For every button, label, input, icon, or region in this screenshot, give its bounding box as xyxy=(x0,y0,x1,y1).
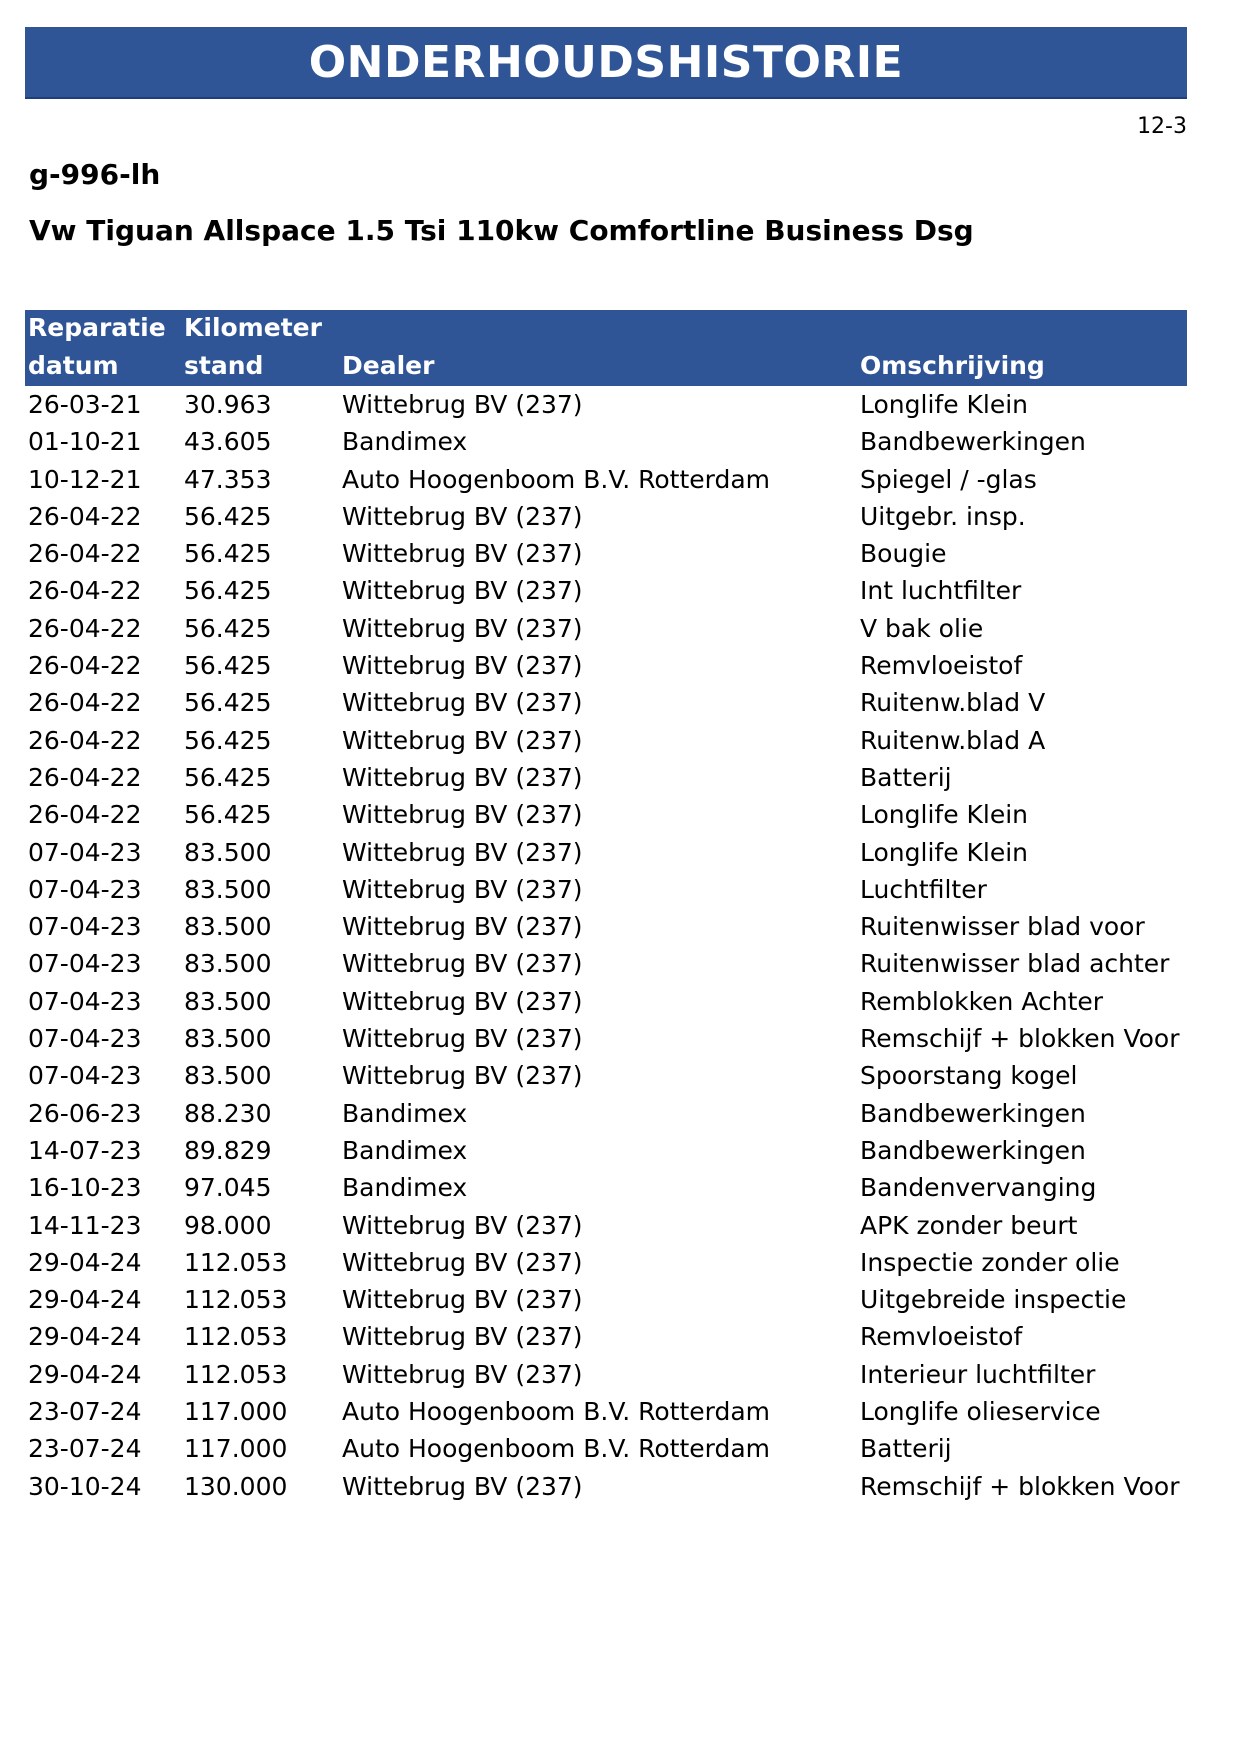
cell-description: V bak olie xyxy=(860,613,984,643)
cell-dealer: Bandimex xyxy=(342,1173,468,1203)
maintenance-table xyxy=(25,310,1187,1505)
column-header-repair-date: Reparatie datum xyxy=(28,313,166,380)
cell-repair-date: 26-04-22 xyxy=(28,725,142,755)
cell-mileage: 130.000 xyxy=(184,1471,288,1501)
cell-repair-date: 23-07-24 xyxy=(28,1434,142,1464)
cell-repair-date: 14-11-23 xyxy=(28,1210,142,1240)
table-row xyxy=(25,1393,1187,1430)
table-row xyxy=(25,945,1187,982)
cell-repair-date: 30-10-24 xyxy=(28,1471,142,1501)
cell-description: APK zonder beurt xyxy=(860,1210,1078,1240)
cell-dealer: Auto Hoogenboom B.V. Rotterdam xyxy=(342,1397,771,1427)
cell-dealer: Wittebrug BV (237) xyxy=(342,1471,583,1501)
cell-repair-date: 29-04-24 xyxy=(28,1322,142,1352)
cell-mileage: 83.500 xyxy=(184,837,272,867)
table-row xyxy=(25,1318,1187,1355)
table-row xyxy=(25,1430,1187,1467)
title-banner xyxy=(25,27,1187,99)
cell-repair-date: 07-04-23 xyxy=(28,986,142,1016)
cell-mileage: 83.500 xyxy=(184,874,272,904)
table-row xyxy=(25,908,1187,945)
cell-dealer: Wittebrug BV (237) xyxy=(342,651,583,681)
cell-description: Inspectie zonder olie xyxy=(860,1247,1120,1277)
cell-mileage: 117.000 xyxy=(184,1397,288,1427)
cell-repair-date: 29-04-24 xyxy=(28,1247,142,1277)
cell-description: Bougie xyxy=(860,539,947,569)
cell-repair-date: 26-04-22 xyxy=(28,688,142,718)
table-row xyxy=(25,983,1187,1020)
cell-description: Ruitenwisser blad voor xyxy=(860,912,1145,942)
table-row xyxy=(25,684,1187,721)
cell-dealer: Auto Hoogenboom B.V. Rotterdam xyxy=(342,1434,771,1464)
cell-description: Luchtfilter xyxy=(860,874,987,904)
cell-description: Ruitenw.blad V xyxy=(860,688,1046,718)
table-row xyxy=(25,423,1187,460)
column-header-mileage: Kilometer stand xyxy=(184,313,322,380)
cell-mileage: 56.425 xyxy=(184,725,272,755)
cell-repair-date: 26-03-21 xyxy=(28,390,142,419)
cell-description: Longlife Klein xyxy=(860,390,1029,419)
cell-repair-date: 26-04-22 xyxy=(28,613,142,643)
cell-mileage: 83.500 xyxy=(184,986,272,1016)
cell-dealer: Wittebrug BV (237) xyxy=(342,501,583,531)
table-row xyxy=(25,722,1187,759)
cell-mileage: 83.500 xyxy=(184,1024,272,1054)
cell-dealer: Wittebrug BV (237) xyxy=(342,800,583,830)
cell-dealer: Wittebrug BV (237) xyxy=(342,1322,583,1352)
cell-mileage: 83.500 xyxy=(184,1061,272,1091)
cell-description: Longlife olieservice xyxy=(860,1397,1101,1427)
cell-mileage: 88.230 xyxy=(184,1098,272,1128)
cell-dealer: Bandimex xyxy=(342,1098,468,1128)
table-row xyxy=(25,1356,1187,1393)
cell-description: Bandenvervanging xyxy=(860,1173,1097,1203)
cell-dealer: Wittebrug BV (237) xyxy=(342,837,583,867)
cell-mileage: 56.425 xyxy=(184,651,272,681)
column-header-description: Omschrijving xyxy=(860,351,1045,380)
cell-description: Bandbewerkingen xyxy=(860,1098,1086,1128)
cell-mileage: 89.829 xyxy=(184,1135,272,1165)
cell-repair-date: 26-04-22 xyxy=(28,501,142,531)
cell-repair-date: 26-04-22 xyxy=(28,651,142,681)
table-row xyxy=(25,1020,1187,1057)
cell-description: Remschijf + blokken Voor xyxy=(860,1471,1180,1501)
table-row xyxy=(25,834,1187,871)
page-title: ONDERHOUDSHISTORIE xyxy=(308,36,904,88)
table-row xyxy=(25,610,1187,647)
cell-mileage: 112.053 xyxy=(184,1247,288,1277)
cell-mileage: 56.425 xyxy=(184,576,272,606)
cell-dealer: Wittebrug BV (237) xyxy=(342,725,583,755)
cell-mileage: 56.425 xyxy=(184,613,272,643)
cell-dealer: Wittebrug BV (237) xyxy=(342,576,583,606)
cell-repair-date: 29-04-24 xyxy=(28,1285,142,1315)
cell-description: Ruitenwisser blad achter xyxy=(860,949,1170,979)
cell-description: Uitgebr. insp. xyxy=(860,501,1026,531)
cell-repair-date: 10-12-21 xyxy=(28,464,142,494)
license-plate: g-996-lh xyxy=(29,158,161,191)
cell-repair-date: 29-04-24 xyxy=(28,1359,142,1389)
cell-repair-date: 26-04-22 xyxy=(28,539,142,569)
table-header xyxy=(25,310,1187,386)
cell-mileage: 97.045 xyxy=(184,1173,272,1203)
cell-dealer: Wittebrug BV (237) xyxy=(342,1285,583,1315)
cell-dealer: Auto Hoogenboom B.V. Rotterdam xyxy=(342,464,771,494)
table-row xyxy=(25,535,1187,572)
cell-description: Batterij xyxy=(860,762,952,792)
cell-dealer: Wittebrug BV (237) xyxy=(342,1061,583,1091)
table-body xyxy=(25,386,1187,1505)
cell-dealer: Wittebrug BV (237) xyxy=(342,912,583,942)
table-row xyxy=(25,1468,1187,1505)
table-row xyxy=(25,1207,1187,1244)
cell-dealer: Wittebrug BV (237) xyxy=(342,986,583,1016)
cell-description: Remvloeistof xyxy=(860,651,1023,681)
table-row xyxy=(25,1132,1187,1169)
cell-mileage: 30.963 xyxy=(184,390,272,419)
table-row xyxy=(25,1281,1187,1318)
cell-mileage: 117.000 xyxy=(184,1434,288,1464)
cell-description: Remschijf + blokken Voor xyxy=(860,1024,1180,1054)
cell-description: Bandbewerkingen xyxy=(860,1135,1086,1165)
cell-description: Int luchtfilter xyxy=(860,576,1022,606)
cell-dealer: Wittebrug BV (237) xyxy=(342,688,583,718)
cell-repair-date: 14-07-23 xyxy=(28,1135,142,1165)
cell-description: Spiegel / -glas xyxy=(860,464,1037,494)
cell-dealer: Wittebrug BV (237) xyxy=(342,1210,583,1240)
cell-mileage: 47.353 xyxy=(184,464,272,494)
cell-dealer: Wittebrug BV (237) xyxy=(342,1024,583,1054)
cell-repair-date: 07-04-23 xyxy=(28,1061,142,1091)
page-number: 12-3 xyxy=(1137,114,1187,139)
cell-repair-date: 07-04-23 xyxy=(28,1024,142,1054)
cell-description: Remblokken Achter xyxy=(860,986,1104,1016)
cell-description: Interieur luchtfilter xyxy=(860,1359,1096,1389)
table-row xyxy=(25,1169,1187,1206)
cell-dealer: Wittebrug BV (237) xyxy=(342,613,583,643)
cell-repair-date: 07-04-23 xyxy=(28,949,142,979)
cell-dealer: Wittebrug BV (237) xyxy=(342,390,583,419)
cell-mileage: 112.053 xyxy=(184,1322,288,1352)
table-row xyxy=(25,647,1187,684)
cell-repair-date: 26-06-23 xyxy=(28,1098,142,1128)
cell-mileage: 56.425 xyxy=(184,501,272,531)
cell-dealer: Wittebrug BV (237) xyxy=(342,539,583,569)
cell-description: Batterij xyxy=(860,1434,952,1464)
table-row xyxy=(25,386,1187,423)
cell-repair-date: 26-04-22 xyxy=(28,762,142,792)
cell-description: Spoorstang kogel xyxy=(860,1061,1078,1091)
table-row xyxy=(25,1057,1187,1094)
cell-repair-date: 23-07-24 xyxy=(28,1397,142,1427)
table-row xyxy=(25,1244,1187,1281)
table-row xyxy=(25,498,1187,535)
table-row xyxy=(25,871,1187,908)
cell-dealer: Wittebrug BV (237) xyxy=(342,874,583,904)
cell-mileage: 112.053 xyxy=(184,1285,288,1315)
cell-description: Longlife Klein xyxy=(860,800,1029,830)
cell-repair-date: 07-04-23 xyxy=(28,912,142,942)
cell-dealer: Wittebrug BV (237) xyxy=(342,1247,583,1277)
cell-repair-date: 07-04-23 xyxy=(28,874,142,904)
cell-mileage: 56.425 xyxy=(184,762,272,792)
cell-repair-date: 07-04-23 xyxy=(28,837,142,867)
cell-description: Ruitenw.blad A xyxy=(860,725,1046,755)
cell-dealer: Bandimex xyxy=(342,427,468,457)
cell-dealer: Wittebrug BV (237) xyxy=(342,949,583,979)
table-row xyxy=(25,461,1187,498)
table-row xyxy=(25,759,1187,796)
cell-mileage: 43.605 xyxy=(184,427,272,457)
column-header-dealer: Dealer xyxy=(342,351,435,380)
cell-repair-date: 16-10-23 xyxy=(28,1173,142,1203)
cell-mileage: 56.425 xyxy=(184,800,272,830)
table-row xyxy=(25,796,1187,833)
cell-dealer: Bandimex xyxy=(342,1135,468,1165)
cell-repair-date: 01-10-21 xyxy=(28,427,142,457)
cell-mileage: 112.053 xyxy=(184,1359,288,1389)
cell-description: Remvloeistof xyxy=(860,1322,1023,1352)
cell-mileage: 83.500 xyxy=(184,912,272,942)
cell-mileage: 98.000 xyxy=(184,1210,272,1240)
cell-description: Uitgebreide inspectie xyxy=(860,1285,1127,1315)
cell-repair-date: 26-04-22 xyxy=(28,800,142,830)
cell-mileage: 56.425 xyxy=(184,539,272,569)
vehicle-model: Vw Tiguan Allspace 1.5 Tsi 110kw Comfortline Business Dsg xyxy=(29,214,974,247)
cell-repair-date: 26-04-22 xyxy=(28,576,142,606)
cell-dealer: Wittebrug BV (237) xyxy=(342,762,583,792)
cell-mileage: 56.425 xyxy=(184,688,272,718)
cell-description: Longlife Klein xyxy=(860,837,1029,867)
cell-mileage: 83.500 xyxy=(184,949,272,979)
cell-description: Bandbewerkingen xyxy=(860,427,1086,457)
cell-dealer: Wittebrug BV (237) xyxy=(342,1359,583,1389)
table-row xyxy=(25,1095,1187,1132)
table-row xyxy=(25,572,1187,609)
